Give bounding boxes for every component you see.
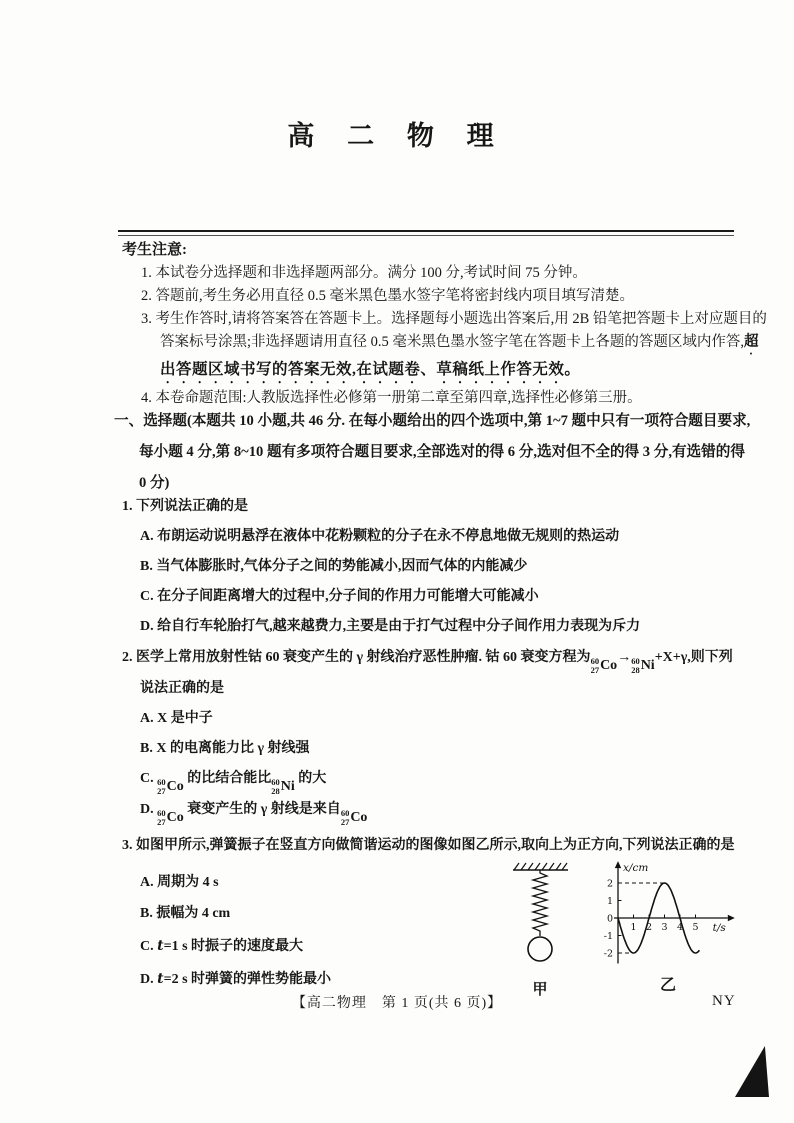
question-3-option-d-label: D. [140,972,158,987]
question-3-option-b: B. 振幅为 4 cm [140,906,231,921]
notice-item-1: 1. 本试卷分选择题和非选择题两部分。满分 100 分,考试时间 75 分钟。 [141,265,587,281]
svg-text:1: 1 [630,922,637,933]
paper-code: NY [712,993,736,1009]
question-2-option-c-label: C. [140,771,158,786]
question-2 [122,643,787,826]
question-2-option-d-text: 衰变产生的 γ 射线是来自 [183,802,341,817]
question-2-stem-tail: +X+γ,则下列 [654,650,733,665]
spring-oscillator-figure [505,860,575,978]
notice-item-3-line1: 3. 考生作答时,请将答案答在答题卡上。选择题每小题选出答案后,用 2B 铅笔把答题卡上对应题目的 [141,311,767,327]
isotope-cobalt-numbers [157,778,166,795]
page-title: 高 二 物 理 [287,121,507,151]
isotope-cobalt-charge: 27 [340,816,350,827]
question-2-stem-text: 2. 医学上常用放射性钴 60 衰变产生的 γ 射线治疗恶性肿瘤. 钴 60 衰变方程为 [122,650,591,665]
question-3-option-d-text: =2 s 时弹簧的弹性势能最小 [163,972,332,987]
svg-text:2: 2 [606,878,613,890]
figure-jia-label: 甲 [532,982,548,998]
isotope-cobalt-charge: 27 [590,664,600,675]
question-2-option-c-text: 的比结合能比 [183,771,272,786]
isotope-cobalt-symbol: Co [600,657,618,673]
isotope-cobalt-symbol: Co [166,809,184,825]
question-1-option-d: D. 给自行车轮胎打气,越来越费力,主要是由于打气过程中分子间作用力表现为斥力 [140,619,641,634]
scan-corner-artifact [735,1046,769,1097]
question-2-option-b: B. X 的电离能力比 γ 射线强 [140,741,310,756]
page-footer: 【高二物理 第 1 页(共 6 页)】 [291,996,503,1011]
isotope-cobalt-mass: 60 [157,808,166,818]
ceiling-hatching [514,863,567,870]
isotope-nickel-60 [271,778,295,795]
svg-text:0: 0 [606,913,613,925]
isotope-cobalt-mass: 60 [590,656,600,666]
header-divider [118,230,734,236]
isotope-nickel-symbol: Ni [280,778,295,794]
question-2-option-d-label: D. [140,802,158,817]
svg-text:1: 1 [606,896,613,907]
isotope-cobalt-mass: 60 [157,777,166,787]
isotope-cobalt-60 [591,657,618,674]
question-2-option-c [140,764,787,795]
isotope-cobalt-numbers [157,809,166,826]
isotope-cobalt-mass: 60 [340,808,350,818]
isotope-cobalt-charge: 27 [157,816,166,827]
question-1-option-c: C. 在分子间距离增大的过程中,分子间的作用力可能增大可能减小 [140,589,539,604]
isotope-cobalt-numbers [341,809,350,826]
time-variable: t [157,971,164,987]
section-heading-choice-questions [114,406,774,499]
section-heading-line2: 每小题 4 分,第 8~10 题有多项符合题目要求,全部选对的得 6 分,选对但不全的得 3 分,有选错的得 [139,444,745,460]
svg-text:-2: -2 [603,948,613,960]
figure-yi-label: 乙 [659,977,676,994]
question-2-option-d [140,795,787,826]
svg-text:2: 2 [645,922,653,933]
oscillator-ball [528,937,552,961]
svg-text:-1: -1 [603,931,613,942]
question-3-option-a: A. 周期为 4 s [140,875,219,890]
section-heading-line1: 一、选择题(本题共 10 小题,共 46 分. 在每小题给出的四个选项中,第 1~7 题中只有一项符合题目要求, [114,413,751,429]
time-variable: t [157,938,164,954]
question-3-option-c-label: C. [140,939,158,954]
svg-text:3: 3 [661,922,668,933]
isotope-nickel-60 [631,657,655,674]
isotope-cobalt-symbol: Co [350,809,368,825]
isotope-nickel-numbers [631,657,640,674]
question-2-option-c-tail: 的大 [294,771,327,786]
isotope-nickel-numbers [271,778,280,795]
notice-item-4: 4. 本卷命题范围:人教版选择性必修第一册第二章至第四章,选择性必修第三册。 [141,390,642,406]
decay-arrow: → [617,650,632,665]
isotope-cobalt-numbers [591,657,600,674]
notice-item-3-line2: 答案标号涂黑;非选择题请用直径 0.5 毫米黑色墨水签字笔在答题卡上各题的答题区域内作答, [160,334,745,350]
isotope-cobalt-60 [341,809,368,826]
question-1 [122,492,787,642]
svg-text:t/s: t/s [712,922,726,934]
svg-text:x/cm: x/cm [623,862,649,875]
svg-text:4: 4 [676,922,684,933]
isotope-nickel-symbol: Ni [640,657,655,673]
question-2-option-a: A. X 是中子 [140,711,213,726]
question-3-option-c-text: =1 s 时振子的速度最大 [163,939,304,954]
isotope-nickel-mass: 60 [631,656,640,666]
svg-text:5: 5 [692,922,699,933]
notice-item-3-line2-emphasis: 超 [744,334,759,350]
isotope-cobalt-symbol: Co [166,778,184,794]
isotope-cobalt-60 [157,778,184,795]
notice-section [122,239,767,410]
section-heading-line3: 0 分) [139,475,170,491]
isotope-nickel-charge: 28 [271,785,280,796]
isotope-nickel-charge: 28 [631,664,640,675]
isotope-cobalt-60 [157,809,184,826]
isotope-nickel-mass: 60 [271,777,280,787]
question-2-stem [122,643,787,674]
notice-item-2: 2. 答题前,考生务必用直径 0.5 毫米黑色墨水签字笔将密封线内项目填写清楚。 [141,288,634,304]
notice-item-3-line3-emphasis: 出答题区域书写的答案无效,在试题卷、草稿纸上作答无效。 [160,361,581,378]
question-1-stem: 1. 下列说法正确的是 [122,499,248,514]
isotope-cobalt-charge: 27 [157,785,166,796]
spring-coil [533,870,547,936]
notice-item-3 [122,308,767,387]
question-3-stem: 3. 如图甲所示,弹簧振子在竖直方向做简谐运动的图像如图乙所示,取向上为正方向,下列说法正确的是 [122,838,735,853]
notice-heading: 考生注意: [122,242,187,258]
question-1-option-b: B. 当气体膨胀时,气体分子之间的势能减小,因而气体的内能减少 [140,559,528,574]
question-1-option-a: A. 布朗运动说明悬浮在液体中花粉颗粒的分子在永不停息地做无规则的热运动 [140,529,620,544]
question-2-stem-line2: 说法正确的是 [140,681,224,696]
oscillation-graph [588,852,753,990]
